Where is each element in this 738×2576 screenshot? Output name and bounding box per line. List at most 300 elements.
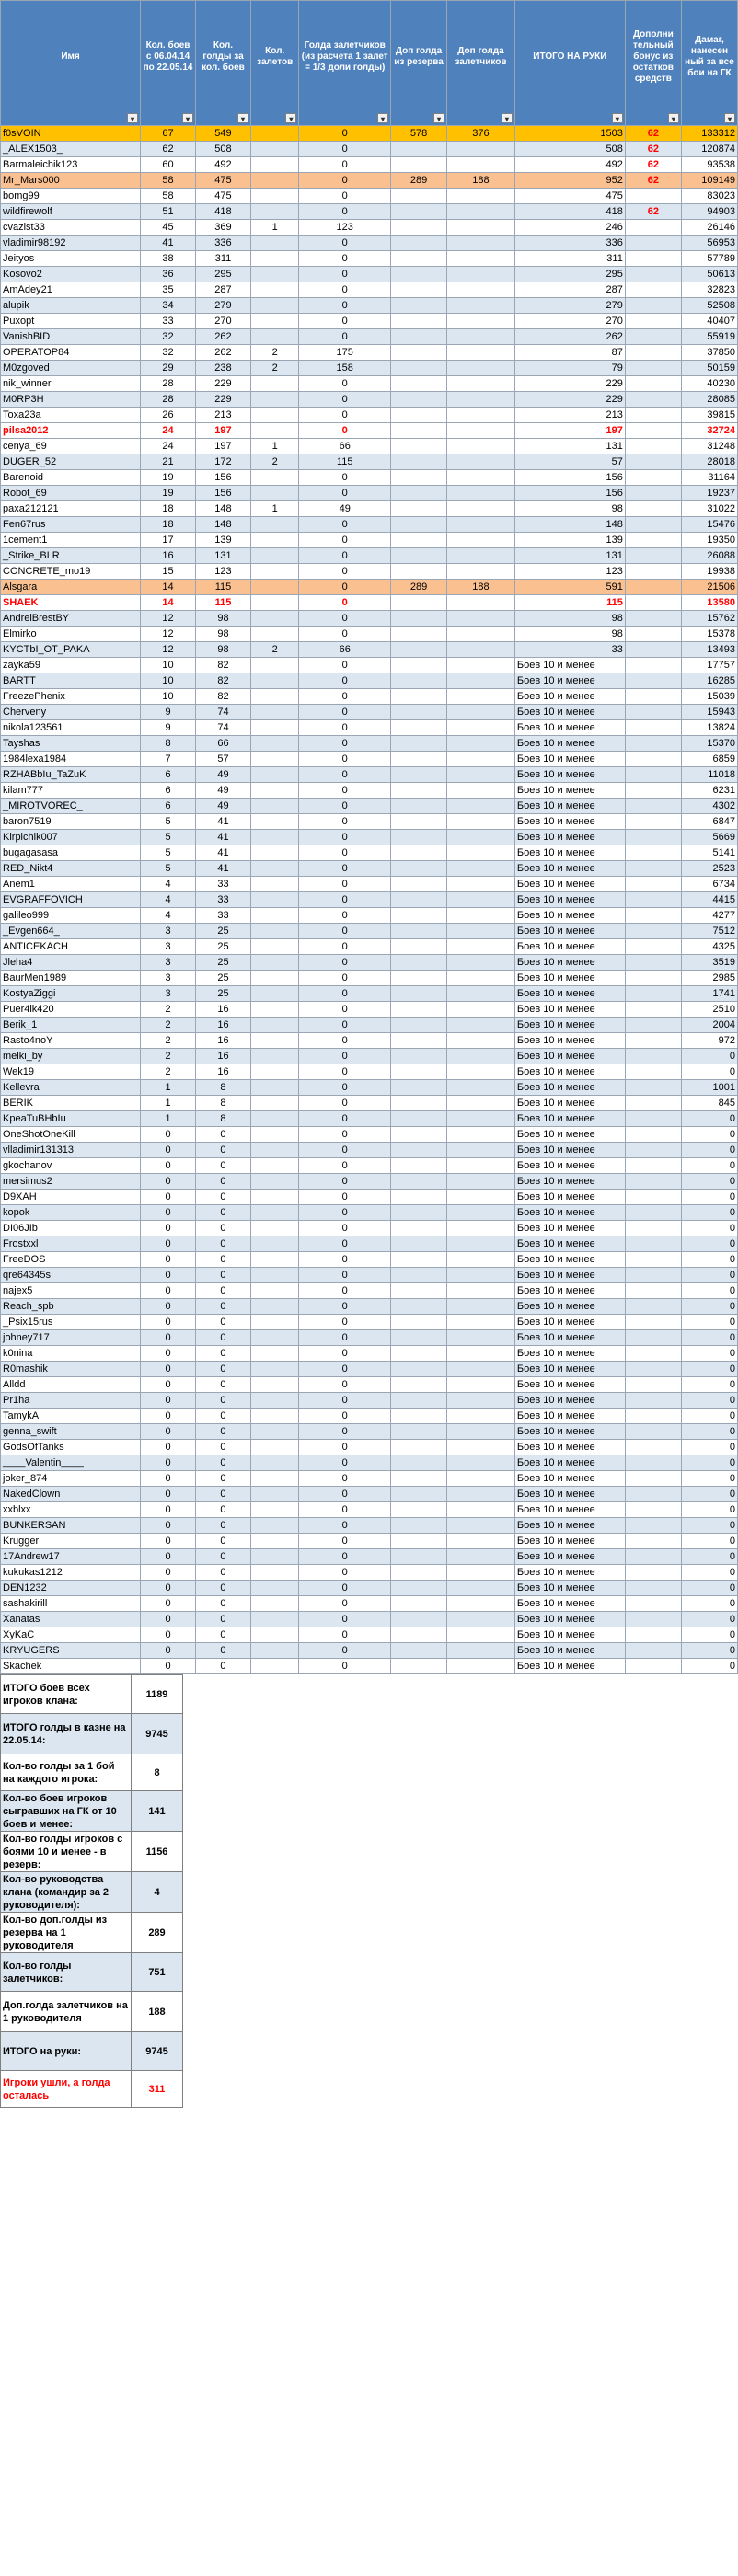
cell-reserve-gold[interactable]	[391, 1049, 447, 1064]
table-row[interactable]	[1, 408, 738, 423]
cell-player-name[interactable]: BARTT	[1, 673, 141, 689]
col-header-battles[interactable]: Кол. боев с 06.04.14 по 22.05.14 ▾	[141, 1, 196, 126]
cell-total[interactable]: 508	[514, 142, 625, 157]
table-row[interactable]	[1, 1236, 738, 1252]
table-row[interactable]	[1, 1080, 738, 1096]
cell-gold-flights[interactable]: 0	[299, 1268, 391, 1283]
cell-total[interactable]: 98	[514, 501, 625, 517]
cell-gold-battles[interactable]: 508	[196, 142, 251, 157]
cell-battles[interactable]: 41	[141, 236, 196, 251]
cell-player-name[interactable]: ANTICEKACH	[1, 939, 141, 955]
cell-damage[interactable]: 19237	[681, 486, 737, 501]
cell-total[interactable]: Боев 10 и менее	[514, 1111, 625, 1127]
cell-gold-flights[interactable]: 0	[299, 173, 391, 189]
cell-flyer-gold[interactable]	[447, 1080, 515, 1096]
cell-gold-battles[interactable]: 8	[196, 1080, 251, 1096]
cell-flyer-gold[interactable]	[447, 955, 515, 971]
table-row[interactable]	[1, 642, 738, 658]
cell-flyer-gold[interactable]	[447, 1002, 515, 1018]
cell-bonus[interactable]	[625, 1565, 681, 1581]
cell-damage[interactable]: 0	[681, 1471, 737, 1487]
cell-player-name[interactable]: Kosovo2	[1, 267, 141, 282]
cell-player-name[interactable]: genna_swift	[1, 1424, 141, 1440]
cell-gold-battles[interactable]: 16	[196, 1064, 251, 1080]
cell-gold-flights[interactable]: 0	[299, 142, 391, 157]
cell-gold-flights[interactable]: 0	[299, 877, 391, 892]
cell-player-name[interactable]: kopok	[1, 1205, 141, 1221]
summary-value[interactable]: 1189	[132, 1675, 183, 1714]
cell-bonus[interactable]	[625, 220, 681, 236]
cell-flyer-gold[interactable]	[447, 1377, 515, 1393]
cell-damage[interactable]: 40407	[681, 314, 737, 329]
cell-reserve-gold[interactable]	[391, 1565, 447, 1581]
cell-flights[interactable]	[250, 1096, 298, 1111]
cell-damage[interactable]: 13493	[681, 642, 737, 658]
cell-gold-flights[interactable]: 0	[299, 1205, 391, 1221]
cell-flyer-gold[interactable]	[447, 689, 515, 705]
dropdown-filter-icon[interactable]: ▾	[182, 113, 193, 123]
cell-damage[interactable]: 0	[681, 1268, 737, 1283]
cell-gold-battles[interactable]: 229	[196, 392, 251, 408]
cell-flyer-gold[interactable]	[447, 1643, 515, 1659]
cell-gold-flights[interactable]: 0	[299, 689, 391, 705]
cell-player-name[interactable]: DEN1232	[1, 1581, 141, 1596]
cell-damage[interactable]: 0	[681, 1330, 737, 1346]
cell-flights[interactable]	[250, 908, 298, 924]
cell-bonus[interactable]	[625, 689, 681, 705]
cell-gold-battles[interactable]: 82	[196, 658, 251, 673]
cell-battles[interactable]: 0	[141, 1581, 196, 1596]
cell-bonus[interactable]: 62	[625, 157, 681, 173]
cell-gold-flights[interactable]: 0	[299, 1111, 391, 1127]
cell-gold-battles[interactable]: 0	[196, 1659, 251, 1674]
table-row[interactable]	[1, 470, 738, 486]
cell-player-name[interactable]: Robot_69	[1, 486, 141, 501]
cell-damage[interactable]: 15370	[681, 736, 737, 752]
table-row[interactable]	[1, 689, 738, 705]
cell-flights[interactable]	[250, 627, 298, 642]
cell-player-name[interactable]: DI06JIb	[1, 1221, 141, 1236]
cell-player-name[interactable]: paxa212121	[1, 501, 141, 517]
cell-reserve-gold[interactable]	[391, 1440, 447, 1455]
cell-reserve-gold[interactable]	[391, 486, 447, 501]
cell-flyer-gold[interactable]	[447, 1268, 515, 1283]
cell-player-name[interactable]: zayka59	[1, 658, 141, 673]
cell-flights[interactable]	[250, 1064, 298, 1080]
cell-reserve-gold[interactable]	[391, 1205, 447, 1221]
cell-flights[interactable]	[250, 423, 298, 439]
cell-damage[interactable]: 0	[681, 1158, 737, 1174]
cell-bonus[interactable]	[625, 673, 681, 689]
cell-flyer-gold[interactable]	[447, 595, 515, 611]
cell-reserve-gold[interactable]	[391, 1549, 447, 1565]
cell-flights[interactable]	[250, 1549, 298, 1565]
table-row[interactable]	[1, 220, 738, 236]
cell-bonus[interactable]	[625, 986, 681, 1002]
cell-battles[interactable]: 15	[141, 564, 196, 580]
cell-total[interactable]: Боев 10 и менее	[514, 1096, 625, 1111]
cell-battles[interactable]: 3	[141, 939, 196, 955]
cell-flyer-gold[interactable]	[447, 1393, 515, 1409]
cell-total[interactable]: Боев 10 и менее	[514, 1581, 625, 1596]
cell-gold-battles[interactable]: 123	[196, 564, 251, 580]
cell-gold-flights[interactable]: 0	[299, 845, 391, 861]
cell-bonus[interactable]	[625, 361, 681, 376]
cell-flyer-gold[interactable]	[447, 814, 515, 830]
cell-gold-flights[interactable]: 0	[299, 1393, 391, 1409]
cell-player-name[interactable]: XyKaC	[1, 1627, 141, 1643]
cell-battles[interactable]: 10	[141, 673, 196, 689]
cell-reserve-gold[interactable]	[391, 454, 447, 470]
cell-bonus[interactable]	[625, 1581, 681, 1596]
cell-bonus[interactable]	[625, 251, 681, 267]
cell-damage[interactable]: 0	[681, 1221, 737, 1236]
cell-bonus[interactable]	[625, 423, 681, 439]
cell-gold-battles[interactable]: 0	[196, 1581, 251, 1596]
table-row[interactable]	[1, 282, 738, 298]
cell-gold-battles[interactable]: 0	[196, 1424, 251, 1440]
cell-flyer-gold[interactable]	[447, 1518, 515, 1534]
cell-flights[interactable]	[250, 142, 298, 157]
cell-bonus[interactable]	[625, 1080, 681, 1096]
cell-battles[interactable]: 6	[141, 783, 196, 799]
cell-bonus[interactable]	[625, 1174, 681, 1190]
cell-flights[interactable]	[250, 1268, 298, 1283]
cell-gold-battles[interactable]: 57	[196, 752, 251, 767]
cell-flyer-gold[interactable]	[447, 1455, 515, 1471]
cell-battles[interactable]: 3	[141, 986, 196, 1002]
cell-reserve-gold[interactable]	[391, 517, 447, 533]
cell-gold-battles[interactable]: 98	[196, 611, 251, 627]
cell-reserve-gold[interactable]	[391, 439, 447, 454]
cell-gold-battles[interactable]: 311	[196, 251, 251, 267]
cell-battles[interactable]: 0	[141, 1643, 196, 1659]
dropdown-filter-icon[interactable]: ▾	[237, 113, 248, 123]
table-row[interactable]	[1, 1518, 738, 1534]
cell-damage[interactable]: 94903	[681, 204, 737, 220]
cell-flights[interactable]	[250, 595, 298, 611]
cell-gold-battles[interactable]: 0	[196, 1362, 251, 1377]
table-row[interactable]	[1, 845, 738, 861]
cell-gold-flights[interactable]: 0	[299, 1033, 391, 1049]
cell-bonus[interactable]	[625, 1643, 681, 1659]
cell-gold-battles[interactable]: 156	[196, 486, 251, 501]
cell-flyer-gold[interactable]	[447, 971, 515, 986]
cell-battles[interactable]: 4	[141, 877, 196, 892]
cell-battles[interactable]: 24	[141, 423, 196, 439]
cell-bonus[interactable]	[625, 1190, 681, 1205]
cell-gold-battles[interactable]: 0	[196, 1565, 251, 1581]
cell-battles[interactable]: 12	[141, 611, 196, 627]
cell-player-name[interactable]: xxblxx	[1, 1502, 141, 1518]
cell-flights[interactable]	[250, 939, 298, 955]
cell-reserve-gold[interactable]	[391, 142, 447, 157]
cell-flights[interactable]	[250, 1018, 298, 1033]
cell-total[interactable]: Боев 10 и менее	[514, 673, 625, 689]
cell-gold-battles[interactable]: 0	[196, 1221, 251, 1236]
cell-damage[interactable]: 0	[681, 1502, 737, 1518]
cell-gold-battles[interactable]: 0	[196, 1346, 251, 1362]
cell-flyer-gold[interactable]	[447, 1471, 515, 1487]
cell-gold-flights[interactable]: 0	[299, 1627, 391, 1643]
cell-flyer-gold[interactable]	[447, 1440, 515, 1455]
cell-gold-flights[interactable]: 123	[299, 220, 391, 236]
cell-player-name[interactable]: Puer4ik420	[1, 1002, 141, 1018]
cell-total[interactable]: Боев 10 и менее	[514, 1205, 625, 1221]
cell-battles[interactable]: 0	[141, 1409, 196, 1424]
cell-player-name[interactable]: M0zgoved	[1, 361, 141, 376]
cell-damage[interactable]: 32823	[681, 282, 737, 298]
cell-reserve-gold[interactable]	[391, 627, 447, 642]
cell-reserve-gold[interactable]	[391, 1424, 447, 1440]
cell-total[interactable]: Боев 10 и менее	[514, 1236, 625, 1252]
cell-battles[interactable]: 0	[141, 1315, 196, 1330]
cell-gold-flights[interactable]: 0	[299, 799, 391, 814]
cell-player-name[interactable]: _Psix15rus	[1, 1315, 141, 1330]
cell-flights[interactable]	[250, 1612, 298, 1627]
cell-total[interactable]: Боев 10 и менее	[514, 1221, 625, 1236]
cell-reserve-gold[interactable]	[391, 924, 447, 939]
cell-battles[interactable]: 33	[141, 314, 196, 329]
cell-gold-battles[interactable]: 16	[196, 1049, 251, 1064]
table-row[interactable]	[1, 1205, 738, 1221]
table-row[interactable]	[1, 1111, 738, 1127]
cell-flyer-gold[interactable]	[447, 611, 515, 627]
cell-player-name[interactable]: SHAEK	[1, 595, 141, 611]
table-row[interactable]	[1, 1581, 738, 1596]
cell-flyer-gold[interactable]	[447, 298, 515, 314]
table-row[interactable]	[1, 767, 738, 783]
cell-damage[interactable]: 17757	[681, 658, 737, 673]
col-header-flights[interactable]: Кол. залетов ▾	[250, 1, 298, 126]
cell-flights[interactable]	[250, 533, 298, 548]
cell-battles[interactable]: 1	[141, 1080, 196, 1096]
cell-gold-flights[interactable]: 0	[299, 1377, 391, 1393]
cell-gold-battles[interactable]: 0	[196, 1518, 251, 1534]
cell-total[interactable]: Боев 10 и менее	[514, 1283, 625, 1299]
table-row[interactable]	[1, 1393, 738, 1409]
table-row[interactable]	[1, 955, 738, 971]
cell-flyer-gold[interactable]	[447, 1502, 515, 1518]
cell-gold-flights[interactable]: 0	[299, 470, 391, 486]
cell-player-name[interactable]: mersimus2	[1, 1174, 141, 1190]
cell-reserve-gold[interactable]	[391, 1033, 447, 1049]
cell-player-name[interactable]: TamykA	[1, 1409, 141, 1424]
cell-total[interactable]: Боев 10 и менее	[514, 1487, 625, 1502]
cell-battles[interactable]: 0	[141, 1190, 196, 1205]
cell-player-name[interactable]: 1cement1	[1, 533, 141, 548]
table-row[interactable]	[1, 736, 738, 752]
cell-gold-battles[interactable]: 0	[196, 1252, 251, 1268]
cell-gold-flights[interactable]: 0	[299, 189, 391, 204]
cell-gold-battles[interactable]: 41	[196, 830, 251, 845]
cell-flyer-gold[interactable]	[447, 986, 515, 1002]
cell-player-name[interactable]: Skachek	[1, 1659, 141, 1674]
cell-gold-flights[interactable]: 0	[299, 1440, 391, 1455]
cell-reserve-gold[interactable]	[391, 1518, 447, 1534]
cell-damage[interactable]: 15039	[681, 689, 737, 705]
cell-flyer-gold[interactable]	[447, 329, 515, 345]
cell-bonus[interactable]: 62	[625, 142, 681, 157]
cell-flyer-gold[interactable]	[447, 189, 515, 204]
cell-gold-flights[interactable]: 0	[299, 892, 391, 908]
cell-damage[interactable]: 972	[681, 1033, 737, 1049]
cell-reserve-gold[interactable]	[391, 329, 447, 345]
cell-battles[interactable]: 1	[141, 1096, 196, 1111]
cell-damage[interactable]: 83023	[681, 189, 737, 204]
cell-total[interactable]: 1503	[514, 126, 625, 142]
cell-player-name[interactable]: bomg99	[1, 189, 141, 204]
cell-battles[interactable]: 2	[141, 1064, 196, 1080]
cell-total[interactable]: 79	[514, 361, 625, 376]
cell-bonus[interactable]	[625, 1049, 681, 1064]
table-row[interactable]	[1, 204, 738, 220]
cell-gold-battles[interactable]: 475	[196, 173, 251, 189]
cell-player-name[interactable]: _Evgen664_	[1, 924, 141, 939]
cell-gold-flights[interactable]: 0	[299, 486, 391, 501]
cell-reserve-gold[interactable]	[391, 1221, 447, 1236]
cell-total[interactable]: Боев 10 и менее	[514, 1174, 625, 1190]
cell-battles[interactable]: 0	[141, 1236, 196, 1252]
cell-total[interactable]: Боев 10 и менее	[514, 1440, 625, 1455]
cell-damage[interactable]: 0	[681, 1111, 737, 1127]
cell-damage[interactable]: 0	[681, 1440, 737, 1455]
cell-damage[interactable]: 0	[681, 1487, 737, 1502]
cell-reserve-gold[interactable]	[391, 1487, 447, 1502]
cell-total[interactable]: Боев 10 и менее	[514, 1409, 625, 1424]
cell-player-name[interactable]: Tayshas	[1, 736, 141, 752]
cell-bonus[interactable]	[625, 845, 681, 861]
cell-damage[interactable]: 0	[681, 1315, 737, 1330]
cell-gold-battles[interactable]: 66	[196, 736, 251, 752]
cell-damage[interactable]: 0	[681, 1377, 737, 1393]
cell-reserve-gold[interactable]	[391, 986, 447, 1002]
cell-bonus[interactable]	[625, 1596, 681, 1612]
cell-damage[interactable]: 28018	[681, 454, 737, 470]
cell-bonus[interactable]	[625, 1205, 681, 1221]
cell-flights[interactable]	[250, 830, 298, 845]
table-row[interactable]	[1, 1299, 738, 1315]
cell-reserve-gold[interactable]	[391, 1143, 447, 1158]
summary-value[interactable]: 4	[132, 1872, 183, 1913]
cell-flights[interactable]: 1	[250, 501, 298, 517]
cell-gold-flights[interactable]: 0	[299, 1455, 391, 1471]
cell-player-name[interactable]: KostyaZiggi	[1, 986, 141, 1002]
cell-flights[interactable]	[250, 1346, 298, 1362]
cell-battles[interactable]: 0	[141, 1377, 196, 1393]
cell-bonus[interactable]	[625, 658, 681, 673]
cell-bonus[interactable]	[625, 1362, 681, 1377]
cell-reserve-gold[interactable]	[391, 1362, 447, 1377]
cell-flyer-gold[interactable]	[447, 1487, 515, 1502]
col-header-name[interactable]: Имя ▾	[1, 1, 141, 126]
cell-bonus[interactable]	[625, 329, 681, 345]
cell-bonus[interactable]	[625, 1268, 681, 1283]
cell-flights[interactable]	[250, 408, 298, 423]
cell-reserve-gold[interactable]	[391, 423, 447, 439]
cell-battles[interactable]: 32	[141, 329, 196, 345]
cell-flyer-gold[interactable]	[447, 1534, 515, 1549]
cell-reserve-gold[interactable]	[391, 501, 447, 517]
table-row[interactable]	[1, 314, 738, 329]
cell-flights[interactable]	[250, 1127, 298, 1143]
cell-reserve-gold[interactable]	[391, 752, 447, 767]
table-row[interactable]	[1, 329, 738, 345]
cell-total[interactable]: Боев 10 и менее	[514, 736, 625, 752]
cell-gold-flights[interactable]: 0	[299, 1252, 391, 1268]
cell-player-name[interactable]: OPERATOP84	[1, 345, 141, 361]
cell-flights[interactable]	[250, 189, 298, 204]
cell-flyer-gold[interactable]	[447, 736, 515, 752]
dropdown-filter-icon[interactable]: ▾	[285, 113, 296, 123]
cell-damage[interactable]: 50613	[681, 267, 737, 282]
cell-bonus[interactable]: 62	[625, 204, 681, 220]
cell-player-name[interactable]: nik_winner	[1, 376, 141, 392]
cell-gold-flights[interactable]: 0	[299, 658, 391, 673]
cell-reserve-gold[interactable]	[391, 1612, 447, 1627]
cell-player-name[interactable]: bugagasasa	[1, 845, 141, 861]
cell-flights[interactable]	[250, 689, 298, 705]
cell-flyer-gold[interactable]	[447, 799, 515, 814]
cell-bonus[interactable]	[625, 1549, 681, 1565]
cell-gold-flights[interactable]: 66	[299, 439, 391, 454]
table-row[interactable]	[1, 814, 738, 830]
cell-player-name[interactable]: Jeityos	[1, 251, 141, 267]
cell-flyer-gold[interactable]: 188	[447, 173, 515, 189]
cell-gold-battles[interactable]: 369	[196, 220, 251, 236]
cell-gold-flights[interactable]: 0	[299, 783, 391, 799]
cell-bonus[interactable]	[625, 314, 681, 329]
cell-gold-battles[interactable]: 418	[196, 204, 251, 220]
summary-value[interactable]: 9745	[132, 2032, 183, 2071]
cell-flights[interactable]	[250, 1424, 298, 1440]
cell-flights[interactable]	[250, 517, 298, 533]
cell-bonus[interactable]	[625, 533, 681, 548]
cell-damage[interactable]: 31164	[681, 470, 737, 486]
table-row[interactable]	[1, 1252, 738, 1268]
cell-reserve-gold[interactable]	[391, 1080, 447, 1096]
cell-damage[interactable]: 0	[681, 1064, 737, 1080]
cell-flights[interactable]	[250, 845, 298, 861]
table-row[interactable]	[1, 783, 738, 799]
cell-battles[interactable]: 10	[141, 658, 196, 673]
cell-flights[interactable]	[250, 267, 298, 282]
cell-battles[interactable]: 14	[141, 580, 196, 595]
cell-gold-battles[interactable]: 41	[196, 845, 251, 861]
cell-battles[interactable]: 2	[141, 1002, 196, 1018]
cell-battles[interactable]: 0	[141, 1283, 196, 1299]
cell-damage[interactable]: 0	[681, 1534, 737, 1549]
cell-player-name[interactable]: gkochanov	[1, 1158, 141, 1174]
cell-battles[interactable]: 4	[141, 892, 196, 908]
cell-battles[interactable]: 2	[141, 1018, 196, 1033]
cell-player-name[interactable]: kukukas1212	[1, 1565, 141, 1581]
cell-reserve-gold[interactable]	[391, 1018, 447, 1033]
cell-flyer-gold[interactable]	[447, 314, 515, 329]
cell-gold-battles[interactable]: 49	[196, 799, 251, 814]
cell-bonus[interactable]	[625, 736, 681, 752]
cell-player-name[interactable]: Reach_spb	[1, 1299, 141, 1315]
cell-gold-flights[interactable]: 0	[299, 673, 391, 689]
cell-battles[interactable]: 14	[141, 595, 196, 611]
cell-battles[interactable]: 5	[141, 861, 196, 877]
cell-bonus[interactable]	[625, 470, 681, 486]
table-row[interactable]	[1, 720, 738, 736]
cell-flights[interactable]	[250, 1221, 298, 1236]
cell-damage[interactable]: 52508	[681, 298, 737, 314]
cell-flyer-gold[interactable]	[447, 642, 515, 658]
cell-player-name[interactable]: BaurMen1989	[1, 971, 141, 986]
